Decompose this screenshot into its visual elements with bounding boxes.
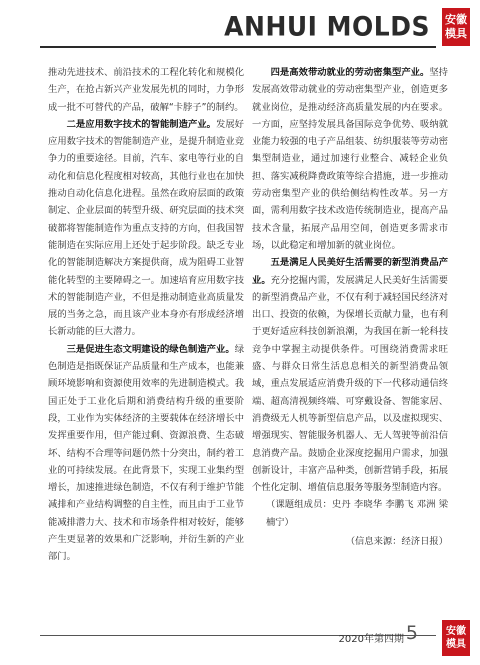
research-team-credit: （课题组成员：史丹 李晓华 李鹏飞 邓洲 梁楠宁） <box>265 499 448 528</box>
section-heading: 二是应用数字技术的智能制造产业。 <box>66 118 216 130</box>
paragraph-green-manufacturing <box>48 341 244 566</box>
section-heading: 三是促进生态文明建设的绿色制造产业。 <box>66 343 235 355</box>
paragraph-continued: 推动先进技术、前沿技术的工程化转化和规模化生产，在抢占新兴产业发展先机的同时，力争形成一批不可替代的产品，破解“卡脖子”的制约。 <box>48 67 244 113</box>
right-column <box>252 64 448 550</box>
left-column <box>48 64 244 566</box>
paragraph-consumer-goods <box>252 254 448 496</box>
section-heading: 五是满足人民美好生活需要的新型消费品产业。 <box>252 257 448 286</box>
page-number: 5 <box>405 622 418 644</box>
paragraph-smart-manufacturing <box>48 116 244 341</box>
magazine-logo <box>442 8 470 46</box>
masthead-title: ANHUI MOLDS <box>224 11 430 42</box>
paragraph-body: 发展好应用数字技术的智能制造产业，是提升制造业竞争力的重要途径。目前，汽车、家电等行业的自动化和信息化程度相对较高，其他行业也在加快推动自动化信息化进程。虽然在政府层面的政策制定、企业层面的转型升级、研究层面的技术突破都将智能制造作为重点支持的方向，但我国智能制造在实际应用上还处于起步阶段。缺乏专业化的智能制造解决方案提供商，成为阻碍工业智能化转型的主要障碍之一。加速培育应用数字技术的智能制造产业，不但是推动制造业高质量发展的当务之急，而且该产业本身亦有形成经济增长新动能的巨大潜力。 <box>48 118 244 338</box>
section-heading: 四是高效带动就业的劳动密集型产业。 <box>270 67 430 78</box>
paragraph-body: 绿色制造是指既保证产品质量和生产成本，也能兼顾环境影响和资源使用效率的先进制造模式。我国正处于工业化后期和消费结构升级的重要阶段，工业作为实体经济的主要载体在经济增长中发挥重要作用，但产能过剩、资源浪费、生态破坏、结构不合理等问题仍然十分突出，制约着工业的可持续发展。在此背景下，实现工业集约型增长，加速推进绿色制造，不仅有利于维护节能减排和产业结构调整的自主性，而且由于工业节能减排潜力大、技术和市场条件相对较好，能够产生更显著的效果和广泛影响，并衍生新的产业部门。 <box>48 343 244 563</box>
issue-label: 2020年第四期 <box>338 634 404 645</box>
logo-line-2: 模具 <box>445 27 467 40</box>
paragraph-body: 充分挖掘内需，发展满足人民美好生活需要的新型消费品产业，不仅有利于减轻国民经济对出口、投资的依赖，为保增长贡献力量，也有利于更好适应科技创新浪潮，为我国在新一轮科技竞争中掌握主动提供条件。可围绕消费需求旺盛、与群众日常生活息息相关的新型消费品领域，重点发展适应消费升级的下一代移动通信终端、超高清视频终端、可穿戴设备、智能家居、消费级无人机等新型信息产品，以及虚拟现实、增强现实、智能服务机器人、无人驾驶等前沿信息消费产品。鼓励企业深度挖掘用户需求，加强创新设计，丰富产品种类，创新营销手段，拓展个性化定制、增值信息服务等服务型制造内容。 <box>252 274 448 494</box>
logo-line-2: 模具 <box>446 639 466 650</box>
paragraph-labor-intensive <box>252 64 448 254</box>
logo-line-1: 安徽 <box>445 13 467 26</box>
source-note: （信息来源：经济日报） <box>345 536 448 548</box>
paragraph-body: 坚持发展高效带动就业的劳动密集型产业，创造更多就业岗位，是推动经济高质量发展的内在要求。一方面，应坚持发展具备国际竞争优势、吸纳就业能力较强的电子产品组装、纺织服装等劳动密集型制造业，通过加速行业整合、减轻企业负担、落实减税降费政策等综合措施，进一步推动劳动密集型产业的供给侧结构性改革。另一方面，需利用数字技术改造传统制造业，提高产品技术含量，拓展产品用空间，创造更多需求市场，以此稳定和增加新的就业岗位。 <box>252 67 448 251</box>
footer-logo <box>442 620 470 656</box>
header-divider <box>40 46 436 48</box>
logo-line-1: 安徽 <box>446 626 466 637</box>
